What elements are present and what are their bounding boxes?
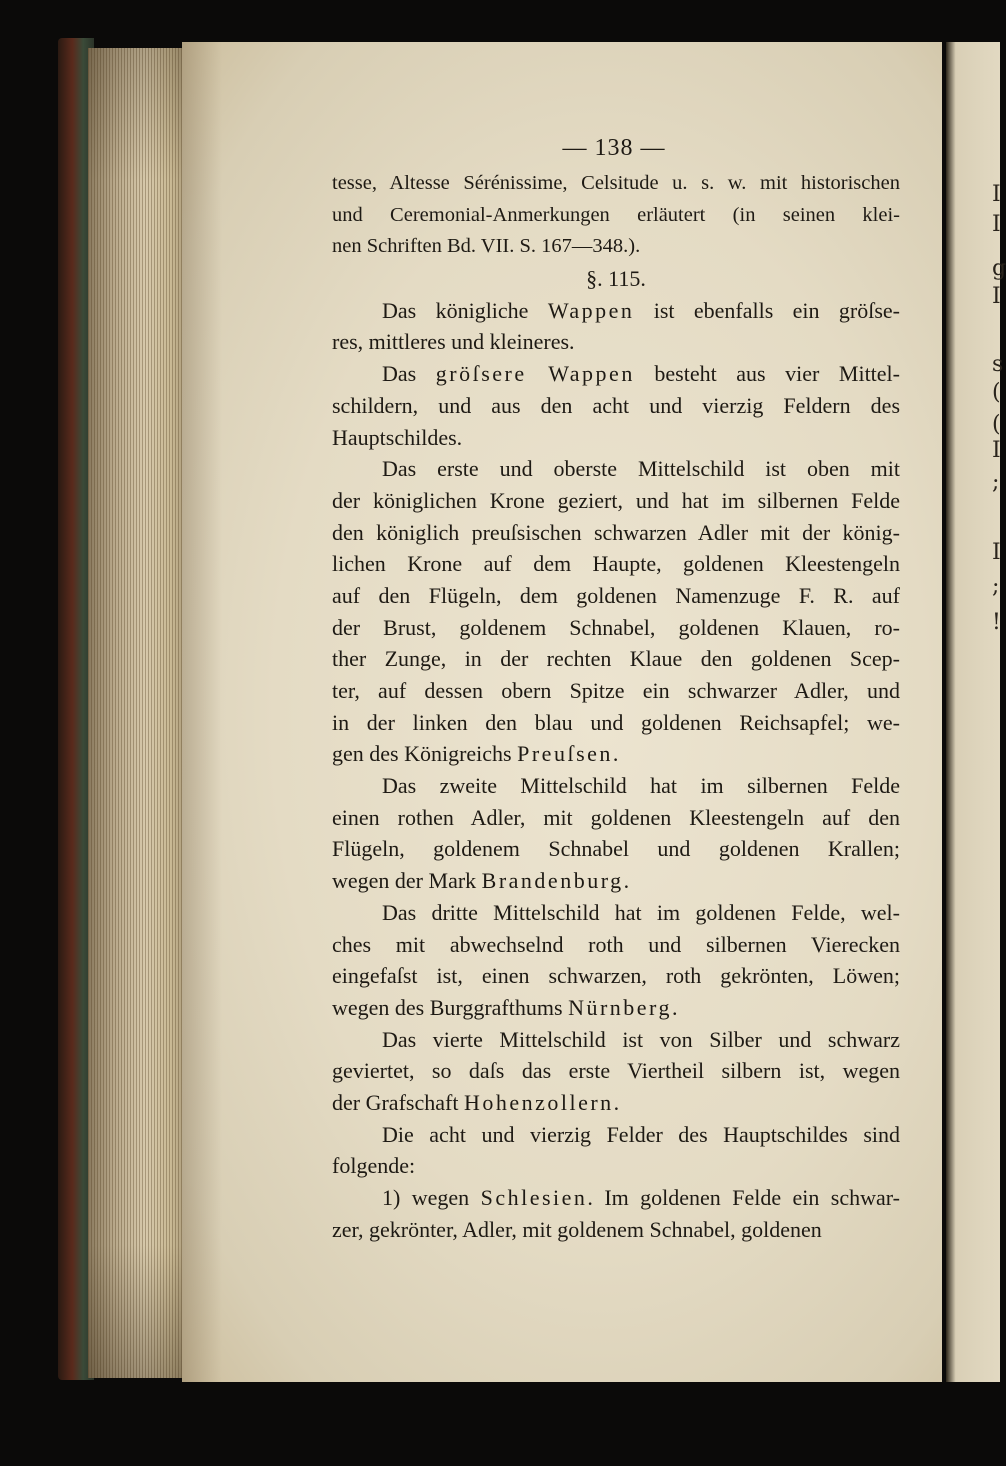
emphasized-text: Wappen [547,297,635,323]
section-heading: §. 115. [586,266,646,292]
text-line [332,548,900,580]
text-segment: Das dritte Mittelschild hat im goldenen Felde, wel- [382,899,900,925]
text-line [332,960,900,992]
paragraph [332,295,900,358]
facing-page-char: I [992,212,1001,237]
text-line [332,453,900,485]
text-segment: den königlich preuſsischen schwarzen Adler mit der könig- [332,519,900,545]
text-line: tesse, Altesse Sérénissime, Celsitude u. s. w. mit historischen [332,172,900,194]
facing-page-char: ; [992,470,1000,495]
facing-page-char: ; [992,574,1000,599]
text-line [332,1119,900,1151]
text-line [332,707,900,739]
page-number: — 138 — [562,135,666,161]
paragraph [332,897,900,1024]
text-line [332,770,900,802]
facing-page-char: s [992,352,1004,377]
text-segment: ches mit abwechselnd roth und silbernen Vierecken [332,931,900,957]
text-segment: auf den Flügeln, dem goldenen Namenzuge F. R. auf [332,582,900,608]
text-segment: geviertet, so daſs das erste Viertheil silbern ist, wegen [332,1058,900,1084]
text-segment: Hauptschildes. [332,424,463,450]
text-line [332,992,900,1024]
text-segment: der Grafschaft [332,1089,464,1115]
text-line: nen Schriften Bd. VII. S. 167—348.). [332,235,641,258]
text-line [332,422,900,454]
text-segment: ther Zunge, in der rechten Klaue den goldenen Scep- [332,646,900,672]
paragraph [332,358,900,453]
text-line: und Ceremonial-Anmerkungen erläutert (in seinen klei- [332,203,900,226]
facing-page [946,42,1000,1382]
text-segment: . Im goldenen Felde ein schwar- [587,1185,900,1210]
text-line [332,1055,900,1087]
text-line [332,833,900,865]
text-line [332,1150,900,1182]
emphasized-text: Preuſsen [517,741,613,767]
text-line [332,326,900,358]
emphasized-text: Schlesien [480,1185,588,1210]
facing-page-char: I [992,438,1001,463]
text-line [332,1214,900,1246]
text-line [332,643,900,675]
facing-page-char: I [992,284,1001,309]
facing-page-char: ( [992,380,1001,405]
paragraph [332,770,900,897]
text-line [332,738,900,770]
text-segment: Das erste und oberste Mittelschild ist oben mit [382,456,900,482]
text-segment: res, mittleres und kleineres. [332,329,575,355]
text-line [332,897,900,929]
text-line [332,485,900,517]
text-segment: 1) wegen [382,1185,481,1210]
text-segment: . [671,994,678,1020]
page-text [332,128,900,1245]
text-segment: besteht aus vier Mittel- [634,361,900,387]
emphasized-text: Nürnberg [568,994,672,1020]
text-segment: Das königliche [382,297,548,323]
text-segment: wegen des Burggrafthums [332,994,569,1020]
page-edges [88,48,192,1378]
text-line [332,1024,900,1056]
text-segment: Das zweite Mittelschild hat im silbernen Felde [382,773,900,799]
text-segment: Die acht und vierzig Felder des Hauptschildes sind [382,1121,900,1147]
text-segment: . [612,741,619,767]
text-line [332,1087,900,1119]
text-line [332,865,900,897]
paragraphs [332,295,900,1246]
text-segment: lichen Krone auf dem Haupte, goldenen Kleestengeln [332,551,900,577]
text-segment: zer, gekrönter, Adler, mit goldenem Schnabel, goldenen [332,1216,822,1242]
text-segment: ter, auf dessen obern Spitze ein schwarzer Adler, und [332,678,900,703]
text-segment: gen des Königreichs [332,741,518,767]
text-segment: . [613,1089,620,1115]
text-segment: der Brust, goldenem Schnabel, goldenen Klauen, ro- [332,614,900,640]
text-line [332,1182,900,1214]
facing-page-char: ( [992,412,1001,437]
paragraph [332,1119,900,1182]
text-line [332,612,900,644]
emphasized-text: Hohenzollern [463,1089,614,1115]
emphasized-text: gröſsere Wappen [435,361,635,387]
text-line [332,675,900,707]
text-segment: ist ebenfalls ein gröſse- [634,297,900,323]
facing-page-char: ! [992,610,1001,635]
text-line [332,390,900,422]
emphasized-text: Brandenburg [481,868,624,894]
text-segment: Das [382,361,436,387]
text-segment: der königlichen Krone geziert, und hat im silbernen Felde [332,487,900,513]
text-line [332,517,900,549]
facing-page-char: g [992,256,1006,281]
paragraph [332,1182,900,1245]
text-line [332,358,900,390]
text-line [332,580,900,612]
text-segment: schildern, und aus den acht und vierzig Feldern des [332,392,900,418]
text-segment: Das vierte Mittelschild ist von Silber und schwarz [382,1026,900,1052]
opening-paragraph [332,168,900,263]
facing-page-char: I [992,182,1001,207]
paragraph [332,1024,900,1119]
text-line [332,929,900,961]
facing-page-char: I [992,540,1001,565]
paragraph [332,453,900,770]
text-segment: . [623,868,630,894]
text-segment: wegen der Mark [332,868,482,894]
text-line [332,295,900,327]
text-segment: Flügeln, goldenem Schnabel und goldenen Krallen; [332,836,900,862]
text-segment: einen rothen Adler, mit goldenen Kleestengeln auf den [332,804,900,830]
text-segment: in der linken den blau und goldenen Reichsapfel; we- [332,709,900,735]
text-segment: folgende: [332,1153,416,1179]
text-line [332,802,900,834]
text-segment: eingefaſst ist, einen schwarzen, roth gekrönten, Löwen; [332,963,900,989]
